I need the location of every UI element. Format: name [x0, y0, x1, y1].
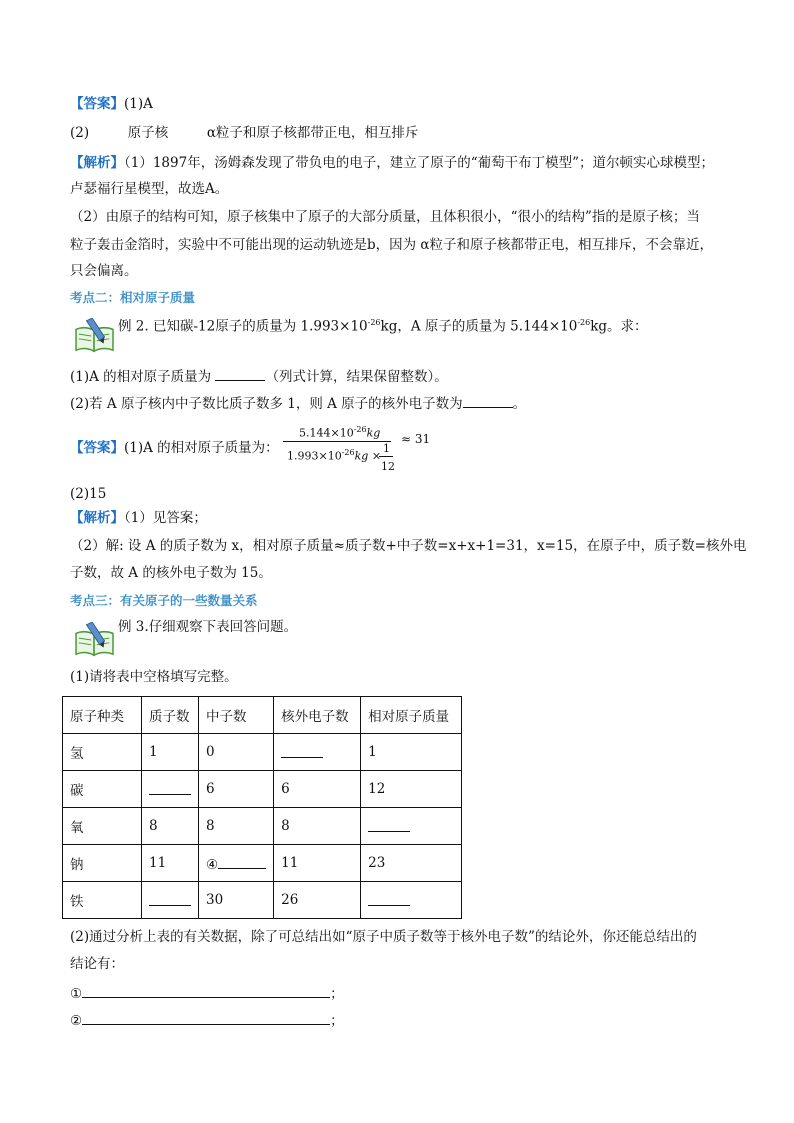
- exponent: -26: [577, 318, 591, 327]
- table-row: [63, 771, 462, 808]
- analysis-2-line-1: [70, 509, 207, 527]
- question-3-1: (1)请将表中空格填写完整。: [70, 669, 238, 685]
- table-cell-blank: [142, 882, 199, 919]
- question-text: (2)若 A 原子核内中子数比质子数多 1，则 A 原子的核外电子数为: [70, 396, 463, 412]
- answer-nucleus: 原子核: [127, 125, 169, 141]
- analysis-tag: 【解析】: [70, 155, 124, 171]
- analysis-1-line-1: [70, 154, 714, 172]
- fraction-denominator: [287, 448, 381, 463]
- answer-2: [70, 439, 279, 457]
- table-cell-blank: [199, 845, 274, 882]
- conclusion-2: [70, 1010, 344, 1030]
- column-header: 质子数: [142, 697, 199, 734]
- fraction-bar: [283, 441, 391, 442]
- answer-1: [70, 95, 153, 113]
- answer-blank[interactable]: [82, 1010, 330, 1025]
- table-cell: 30: [199, 882, 274, 919]
- answer-tag: 【答案】: [70, 96, 124, 112]
- table-cell: 11: [274, 845, 361, 882]
- question-3-2-line-2: 结论有：: [70, 956, 124, 972]
- analysis-1-line-3: （2）由原子的结构可知，原子核集中了原子的大部分质量，且体积很小，“很小的结构”指的是原子核；当: [70, 209, 700, 225]
- table-cell-blank: [274, 734, 361, 771]
- column-header: 中子数: [199, 697, 274, 734]
- book-pencil-icon: [72, 318, 118, 354]
- answer-2-text: (1)A 的相对原子质量为：: [124, 440, 279, 456]
- exponent: -26: [367, 318, 381, 327]
- example-2-text-3: kg。求：: [590, 318, 648, 335]
- analysis-1-line-5: 只会偏离。: [70, 263, 138, 279]
- table-cell: 12: [361, 771, 462, 808]
- table-cell-blank: [361, 808, 462, 845]
- fraction-numerator: [299, 425, 380, 440]
- approx-result: ≈ 31: [401, 432, 431, 446]
- section-heading-3: 考点三：有关原子的一些数量关系: [70, 593, 258, 608]
- answer-blank[interactable]: [218, 854, 266, 869]
- table-cell: 23: [361, 845, 462, 882]
- part-number: (2): [70, 125, 90, 141]
- question-2-1: [70, 366, 448, 386]
- small-fraction-bar: [379, 456, 393, 457]
- table-cell: 碳: [63, 771, 142, 808]
- answer-blank[interactable]: [368, 891, 410, 906]
- table-cell-blank: [142, 771, 199, 808]
- table-cell: 1: [142, 734, 199, 771]
- analysis-text: （1）1897年，汤姆森发现了带负电的电子，建立了原子的“葡萄干布丁模型”；道尔顿实心球模型；: [124, 155, 714, 171]
- semicolon: ；: [330, 1013, 344, 1029]
- example-3-prompt: 例 3.仔细观察下表回答问题。: [118, 619, 298, 635]
- analysis-1-line-2: 卢瑟福行星模型，故选A。: [70, 181, 229, 197]
- table-cell-blank: [361, 882, 462, 919]
- unit: kg ×: [354, 449, 382, 463]
- table-cell: 0: [199, 734, 274, 771]
- table-row: [63, 808, 462, 845]
- table-cell: 铁: [63, 882, 142, 919]
- analysis-tag: 【解析】: [70, 510, 124, 526]
- table-cell: 氧: [63, 808, 142, 845]
- numerator-value: 5.144×10: [299, 426, 354, 440]
- table-cell: 26: [274, 882, 361, 919]
- answer-blank[interactable]: [149, 891, 191, 906]
- table-cell: 氢: [63, 734, 142, 771]
- exponent: -26: [353, 425, 367, 434]
- analysis-1-line-4: 粒子轰击金箔时，实验中不可能出现的运动轨迹是b，因为 α粒子和原子核都带正电，相互排斥，不会靠近，: [70, 237, 714, 253]
- atom-data-table: [62, 696, 462, 919]
- circled-number: ①: [70, 986, 83, 1002]
- answer-blank[interactable]: [368, 817, 410, 832]
- answer-blank[interactable]: [82, 983, 330, 998]
- answer-tag: 【答案】: [70, 440, 124, 456]
- answer-blank[interactable]: [149, 780, 191, 795]
- analysis-2-line-2: （2）解: 设 A 的质子数为 x，相对原子质量≈质子数+中子数=x+x+1=31，x=15，在原子中，质子数=核外电: [70, 538, 747, 554]
- question-2-2: [70, 393, 526, 413]
- table-cell: 8: [142, 808, 199, 845]
- example-2-text-1: 例 2. 已知碳-12原子的质量为 1.993×10: [118, 318, 368, 335]
- table-cell: 钠: [63, 845, 142, 882]
- answer-1-part-2: [70, 124, 418, 142]
- table-row: [63, 734, 462, 771]
- answer-blank[interactable]: [215, 366, 265, 381]
- example-2-text-2: kg，A 原子的质量为 5.144×10: [380, 318, 578, 335]
- analysis-text: （1）见答案；: [124, 510, 207, 526]
- exponent: -26: [341, 448, 355, 457]
- book-pencil-icon: [72, 622, 118, 658]
- small-fraction-numerator: 1: [383, 442, 390, 455]
- table-cell: 8: [199, 808, 274, 845]
- example-2-prompt: [118, 314, 648, 336]
- table-cell: 1: [361, 734, 462, 771]
- small-fraction-denominator: 12: [381, 460, 395, 473]
- table-cell: 6: [274, 771, 361, 808]
- unit: kg: [366, 426, 381, 440]
- table-cell: 11: [142, 845, 199, 882]
- table-header-row: [63, 697, 462, 734]
- table-row: [63, 845, 462, 882]
- table-cell: 8: [274, 808, 361, 845]
- answer-blank[interactable]: [463, 393, 513, 408]
- question-text: 。: [512, 396, 527, 412]
- column-header: 相对原子质量: [361, 697, 462, 734]
- answer-1-text: (1)A: [124, 96, 153, 112]
- question-text: （列式计算，结果保留整数）。: [265, 369, 448, 385]
- section-heading-2: 考点二：相对原子质量: [70, 290, 196, 305]
- circled-number: ②: [70, 1013, 83, 1029]
- answer-2-part-2: (2)15: [70, 486, 107, 502]
- table-cell: 6: [199, 771, 274, 808]
- answer-blank[interactable]: [281, 743, 323, 758]
- semicolon: ；: [330, 986, 344, 1002]
- table-row: [63, 882, 462, 919]
- conclusion-1: [70, 983, 344, 1003]
- column-header: 核外电子数: [274, 697, 361, 734]
- column-header: 原子种类: [63, 697, 142, 734]
- circled-number: ④: [206, 856, 219, 873]
- analysis-2-line-3: 子数，故 A 的核外电子数为 15。: [70, 565, 272, 581]
- question-3-2-line-1: (2)通过分析上表的有关数据，除了可总结出如“原子中质子数等于核外电子数”的结论外，你还能总结出的: [70, 929, 697, 945]
- question-text: (1)A 的相对原子质量为: [70, 369, 216, 385]
- denominator-value: 1.993×10: [287, 449, 342, 463]
- answer-reason: α粒子和原子核都带正电，相互排斥: [206, 125, 419, 141]
